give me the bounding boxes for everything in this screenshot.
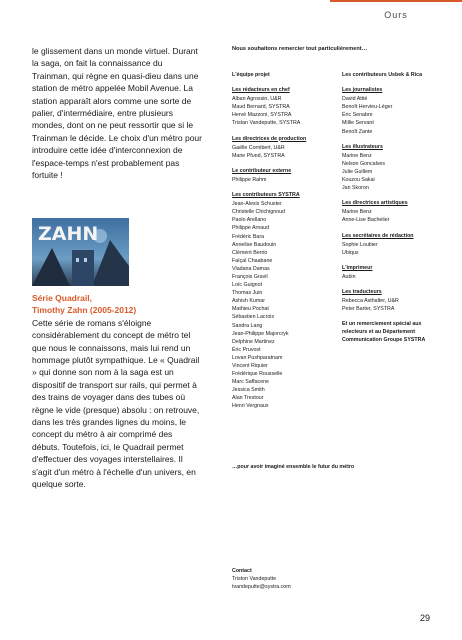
credits-name: Rebecca Asthalter, U&R: [342, 298, 399, 305]
credits-name: Mathieu Pochat: [232, 306, 269, 313]
credits-section: [232, 191, 337, 411]
credits-name: Frédérique Rousselle: [232, 371, 283, 378]
credits-section-title: Les directrices artistiques: [342, 200, 408, 207]
credits-name: Delphine Martinez: [232, 338, 275, 345]
credits-name: Thomas Juin: [232, 290, 263, 297]
credits-name: Millie Servant: [342, 120, 374, 127]
credits-name: Marc Saffacene: [232, 379, 270, 386]
credits-name: Clément Berrio: [232, 249, 268, 256]
credits-name: Philippe Arnaud: [232, 225, 270, 232]
credits-section: [342, 71, 447, 79]
contact-block: [232, 567, 291, 591]
credits-name: Vladana Damas: [232, 265, 270, 272]
credits-name: Annelise Baudouin: [232, 241, 277, 248]
credits-section: [342, 320, 447, 344]
credits-name: Vincent Riquier: [232, 363, 268, 369]
credits-name: Nelson Goncalves: [342, 160, 385, 167]
credits-section: [232, 86, 337, 127]
credits-section: [342, 199, 447, 224]
credits-name: Christelle Chichignoud: [232, 209, 285, 216]
credits-name: Benoît Zante: [342, 128, 373, 135]
contact-email: tvandeputte@systra.com: [232, 584, 291, 590]
credits-name: Frédéric Bara: [232, 233, 265, 240]
credits-section-title: Les secrétaires de rédaction: [342, 232, 414, 239]
book-cover-image: [32, 218, 129, 286]
credits-name: François Gravil: [232, 273, 268, 280]
credits-name: Faïçal Chaabane: [232, 257, 273, 264]
credits-name: Maud Bernard, SYSTRA: [232, 104, 290, 111]
credits-name: Marie Pfund, SYSTRA: [232, 152, 285, 159]
credits-name: Hervé Mazzoni, SYSTRA: [232, 112, 292, 119]
credits-section-title: Le contributeur externe: [232, 167, 292, 174]
credits-section: [342, 288, 447, 313]
caption-title-series: Série Quadrail,: [32, 293, 92, 303]
book-caption: [32, 292, 202, 491]
credits-section: [232, 71, 337, 79]
credits-name: Marine Benz: [342, 152, 372, 159]
credits-intro: Nous souhaitons remercier tout particulièrement…: [232, 46, 368, 52]
credits-name: Tristan Vandeputte, SYSTRA: [232, 120, 301, 127]
credits-name: Alban Agrossin, U&R: [232, 96, 282, 103]
credits-name: Jan Skoron: [342, 185, 369, 192]
credits-section-title: Les journalistes: [342, 87, 383, 94]
caption-text: Cette série de romans s'éloigne considérablement du concept de métro tel que nous le connaissons, mais lui rend un hommage plutôt sympathique. Le « Quadrail » qui donne son nom à la saga est un dispositif de transport sur rails, qui permet à des trains de voyager dans des tubes où règne le vide (presque) absolu : on retrouve, dans les très grandes lignes du moins, le concept du métro à air comprimé des débuts. Toutefois, ici, le Quadrail permet d'effectuer des voyages interstellaires. Il s'agit d'un métro à l'échelle d'un univers, en quelque sorte.: [32, 317, 200, 490]
credits-section: [232, 135, 337, 160]
credits-name: Benoît Hervieu-Léger: [342, 104, 393, 111]
credits-name: Paolo Arellano: [232, 217, 267, 224]
credits-column-b: [342, 71, 447, 352]
credits-column-a: [232, 71, 337, 418]
credits-section-title: L'équipe projet: [232, 72, 270, 78]
cover-title: ZAHN: [38, 223, 99, 245]
credits-name: Éric Senabre: [342, 112, 373, 119]
credits-name: Alan Trestour: [232, 395, 264, 402]
credits-section-title: Les contributeurs Usbek & Rica: [342, 72, 423, 78]
credits-name: Sébastien Lacroix: [232, 314, 275, 321]
section-header: [330, 0, 462, 30]
credits-name: Gaëlle Cornibert, U&R: [232, 144, 285, 151]
credits-section-title: Les contributeurs SYSTRA: [232, 192, 300, 199]
credits-name: David Attié: [342, 96, 368, 103]
credits-name: Philippe Rahm: [232, 176, 267, 183]
credits-name: Kouzou Sakai: [342, 177, 375, 184]
credits-section-title: Les illustrateurs: [342, 143, 383, 150]
left-column: [32, 45, 202, 181]
credits-section-title: Et un remerciement spécial aux relecteurs et au Département Communication Groupe SYSTRA: [342, 321, 426, 344]
body-paragraph: le glissement dans un monde virtuel. Durant la saga, on fait la connaissance du Trainman, qui règne en quasi-dieu dans une station de métro appelée Mobil Avenue. La station apparaît alors comme une sorte de palier, d'intermédiaire, entre plusieurs mondes, dont on ne peut ressortir que si le Trainman le décide. Le choix d'un métro pour introduire cette idée d'interconnexion de l'espace-temps n'est probablement pas fortuite !: [32, 46, 202, 181]
credits-name: Anne-Lise Bachelier: [342, 217, 390, 224]
credits-name: Lovan Pushparatnam: [232, 354, 283, 361]
credits-name: Marine Benz: [342, 209, 372, 216]
credits-block: [232, 45, 447, 410]
credits-name: Ashish Kumar: [232, 298, 265, 305]
credits-name: Henri Vergnaux: [232, 403, 269, 410]
caption-title-author: Timothy Zahn (2005-2012): [32, 305, 137, 316]
credits-outro: …pour avoir imaginé ensemble le futur du métro: [232, 464, 355, 470]
credits-name: Julie Guillem: [342, 168, 373, 175]
credits-section: [342, 86, 447, 136]
header-rule: [330, 0, 462, 2]
credits-name: Aubin: [342, 273, 356, 280]
credits-name: Sophie Loubier: [342, 241, 378, 248]
credits-name: Jessica Smith: [232, 387, 265, 394]
credits-name: Peter Barter, SYSTRA: [342, 306, 395, 313]
credits-name: Loïc Guignot: [232, 282, 263, 289]
contact-title: Contact: [232, 568, 252, 574]
credits-name: Éric Pruvost: [232, 346, 261, 353]
credits-section: [232, 167, 337, 184]
credits-name: Ubiqus: [342, 249, 359, 256]
contact-name: Triston Vandeputte: [232, 576, 277, 582]
credits-section: [342, 264, 447, 281]
credits-section-title: Les rédacteurs en chef: [232, 87, 290, 94]
page-number: 29: [420, 613, 431, 623]
credits-name: Sandra Lang: [232, 322, 263, 329]
credits-section-title: Les traducteurs: [342, 288, 382, 295]
credits-section-title: L'imprimeur: [342, 264, 373, 271]
credits-section: [342, 232, 447, 257]
credits-name: Jean-Philippe Majorcryk: [232, 330, 289, 337]
section-label: Ours: [384, 10, 408, 20]
credits-name: Jean-Alexis Schuster: [232, 201, 282, 208]
credits-section-title: Les directrices de production: [232, 135, 307, 142]
credits-section: [342, 143, 447, 193]
